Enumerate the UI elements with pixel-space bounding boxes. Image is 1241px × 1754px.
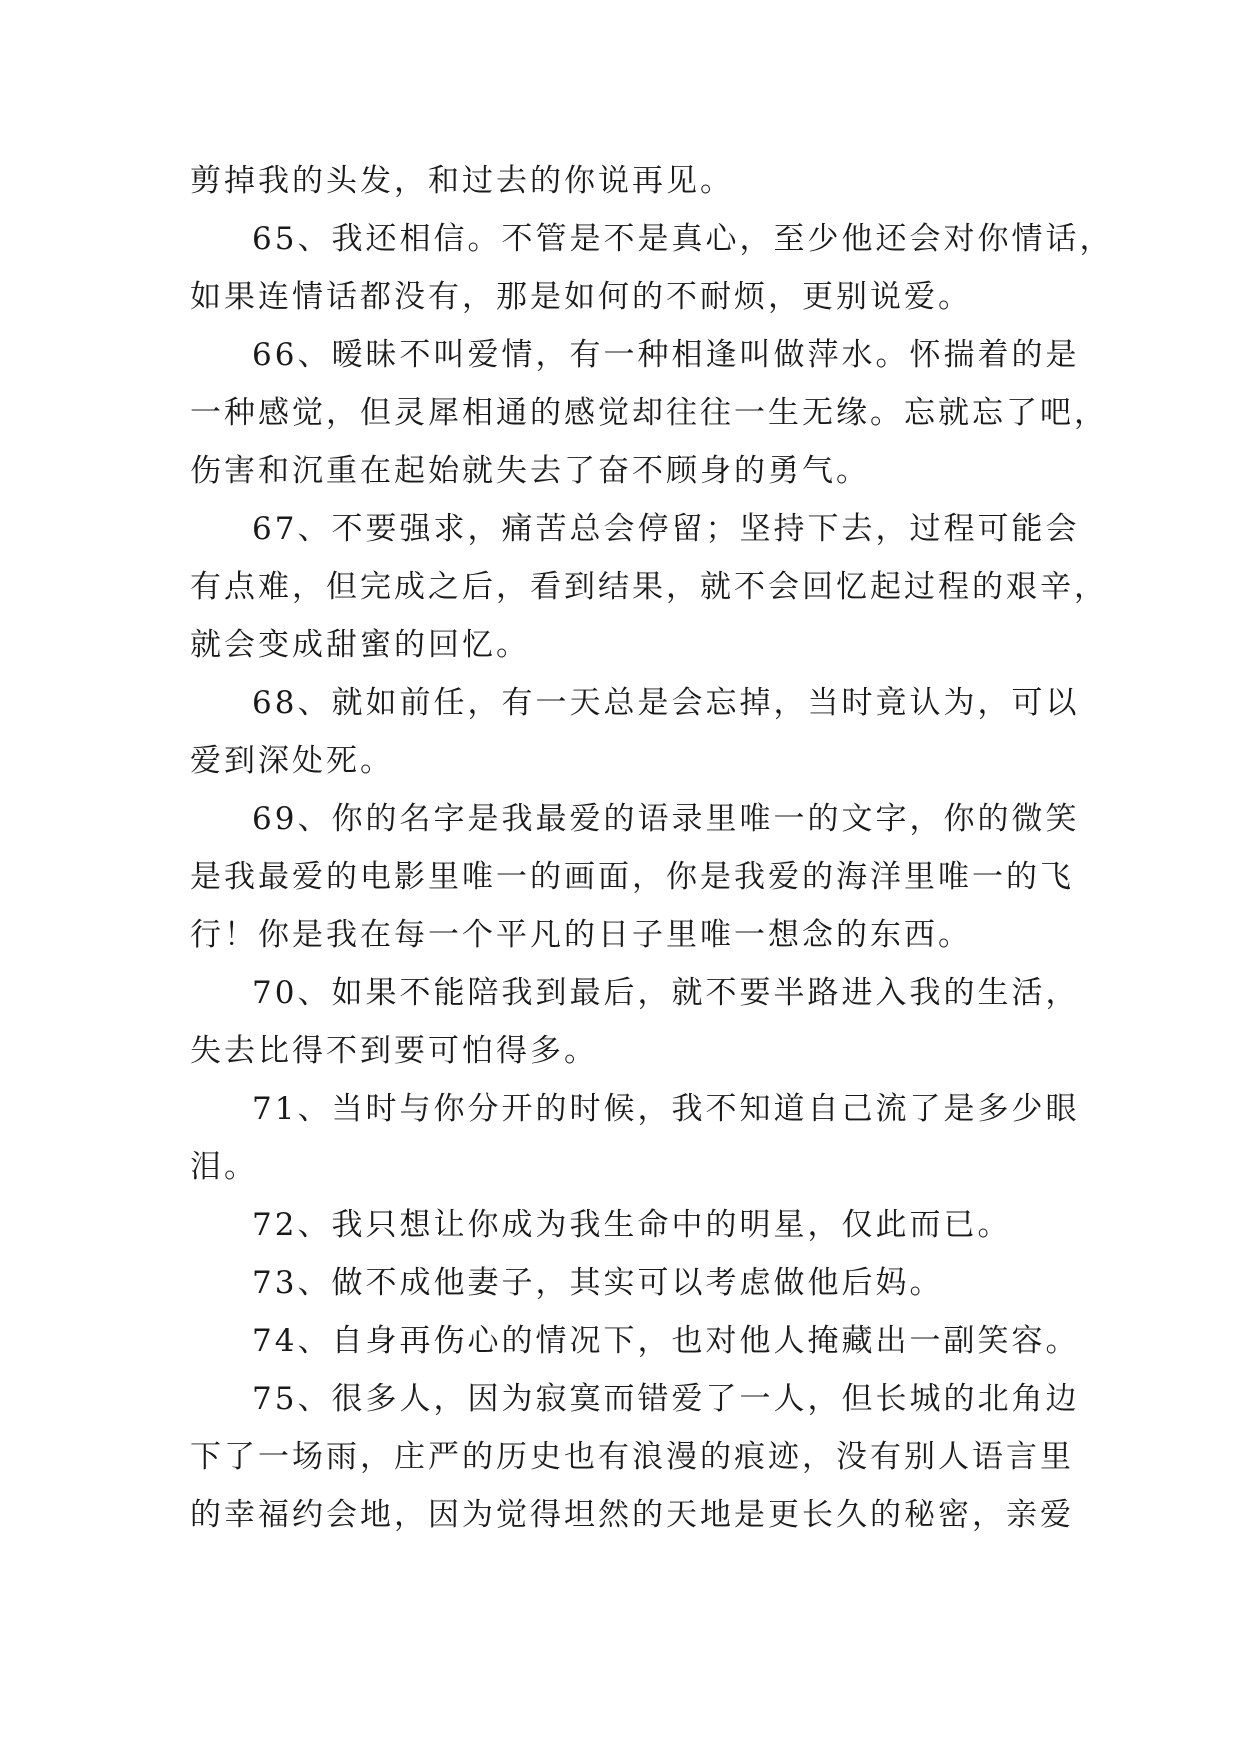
- text-line: 一种感觉，但灵犀相通的感觉却往往一生无缘。忘就忘了吧，: [190, 395, 1108, 431]
- text-line: 71、当时与你分开的时候，我不知道自己流了是多少眼: [252, 1091, 1080, 1127]
- text-line: 如果连情话都没有，那是如何的不耐烦，更别说爱。: [190, 279, 972, 315]
- text-line: 泪。: [190, 1149, 258, 1185]
- text-line: 67、不要强求，痛苦总会停留；坚持下去，过程可能会: [252, 511, 1080, 547]
- text-line: 73、做不成他妻子，其实可以考虑做他后妈。: [252, 1265, 944, 1301]
- text-line: 69、你的名字是我最爱的语录里唯一的文字，你的微笑: [252, 801, 1080, 837]
- text-line: 68、就如前任，有一天总是会忘掉，当时竟认为，可以: [252, 685, 1080, 721]
- text-line: 就会变成甜蜜的回忆。: [190, 627, 530, 663]
- text-line: 爱到深处死。: [190, 743, 394, 779]
- text-line: 剪掉我的头发，和过去的你说再见。: [190, 163, 734, 199]
- text-line: 有点难，但完成之后，看到结果，就不会回忆起过程的艰辛，: [190, 569, 1108, 605]
- document-body: [190, 152, 1114, 1544]
- text-line: 65、我还相信。不管是不是真心，至少他还会对你情话，: [252, 221, 1114, 257]
- text-line: 失去比得不到要可怕得多。: [190, 1033, 598, 1069]
- text-line: 的幸福约会地，因为觉得坦然的天地是更长久的秘密，亲爱: [190, 1497, 1074, 1533]
- text-line: 70、如果不能陪我到最后，就不要半路进入我的生活，: [252, 975, 1080, 1011]
- text-line: 72、我只想让你成为我生命中的明星，仅此而已。: [252, 1207, 1012, 1243]
- text-line: 74、自身再伤心的情况下，也对他人掩藏出一副笑容。: [252, 1323, 1080, 1359]
- text-line: 下了一场雨，庄严的历史也有浪漫的痕迹，没有别人语言里: [190, 1439, 1074, 1475]
- text-line: 66、暧昧不叫爱情，有一种相逢叫做萍水。怀揣着的是: [252, 337, 1080, 373]
- text-line: 75、很多人，因为寂寞而错爱了一人，但长城的北角边: [252, 1381, 1080, 1417]
- text-line: 行！你是我在每一个平凡的日子里唯一想念的东西。: [190, 917, 972, 953]
- text-line: 伤害和沉重在起始就失去了奋不顾身的勇气。: [190, 453, 870, 489]
- text-line: 是我最爱的电影里唯一的画面，你是我爱的海洋里唯一的飞: [190, 859, 1074, 895]
